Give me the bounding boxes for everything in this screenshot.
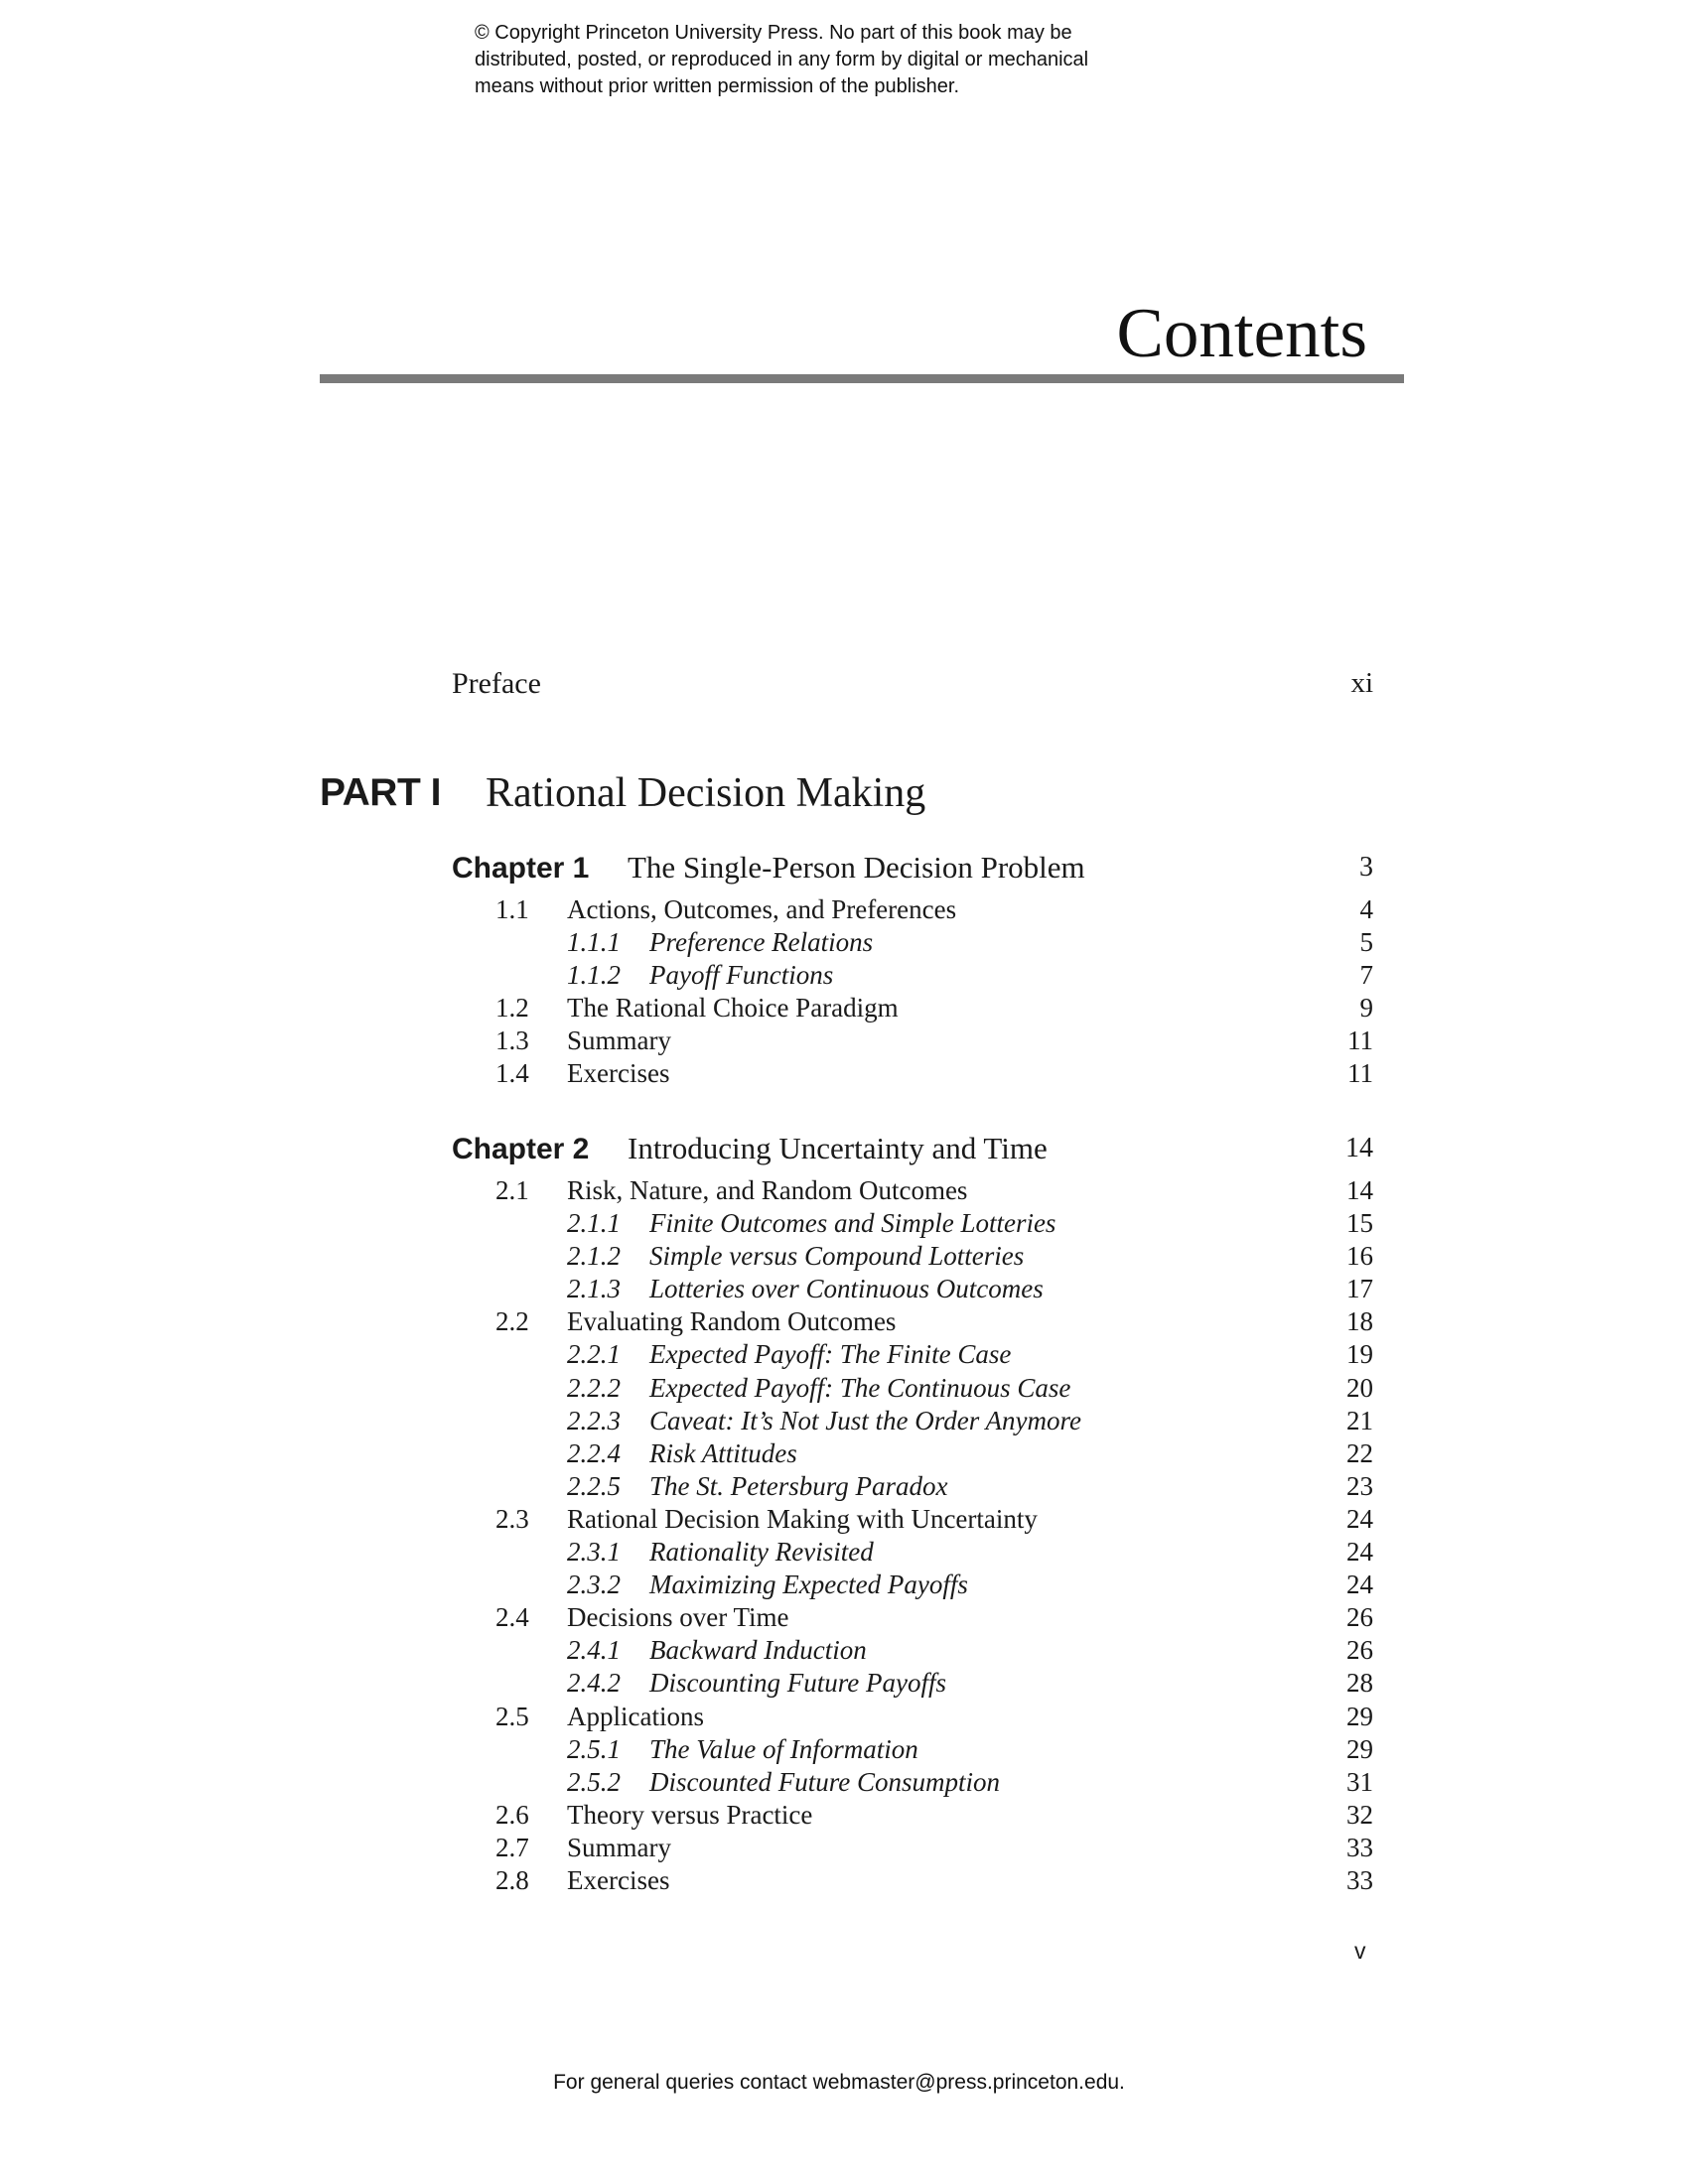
toc-entry[interactable] — [452, 1174, 1373, 1207]
entry-title: Preference Relations — [649, 927, 874, 958]
entry-title: Discounted Future Consumption — [649, 1766, 1000, 1797]
page-number: v — [1354, 1938, 1366, 1964]
entry-page: 11 — [1347, 1058, 1373, 1089]
toc-entry[interactable] — [452, 1057, 1373, 1090]
entry-page: 23 — [1346, 1470, 1373, 1501]
entry-page: 24 — [1346, 1537, 1373, 1568]
toc-entry[interactable] — [452, 1799, 1373, 1832]
title-rule — [320, 374, 1404, 383]
entry-number: 2.1.1 — [567, 1208, 621, 1239]
part-title: Rational Decision Making — [486, 770, 926, 816]
entry-title: Evaluating Random Outcomes — [567, 1306, 897, 1337]
entry-number: 2.6 — [495, 1799, 529, 1830]
entry-title: Backward Induction — [649, 1635, 867, 1666]
toc-subentry[interactable] — [452, 926, 1373, 959]
entry-number: 2.3 — [495, 1503, 529, 1534]
entry-number: 1.2 — [495, 993, 529, 1024]
entry-title: Payoff Functions — [649, 960, 834, 991]
entry-title: Decisions over Time — [567, 1602, 789, 1633]
entry-title: Actions, Outcomes, and Preferences — [567, 894, 957, 924]
entry-title: The St. Petersburg Paradox — [649, 1470, 948, 1501]
entry-page: 21 — [1346, 1405, 1373, 1435]
copyright-notice — [475, 20, 1229, 100]
entry-number: 2.2 — [495, 1306, 529, 1337]
entry-title: Maximizing Expected Payoffs — [649, 1570, 968, 1600]
entry-page: 31 — [1346, 1766, 1373, 1797]
entry-number: 2.5 — [495, 1701, 529, 1731]
entry-number: 2.5.1 — [567, 1733, 621, 1764]
toc-entry[interactable] — [452, 1864, 1373, 1897]
entry-page: 26 — [1346, 1635, 1373, 1666]
copyright-line: means without prior written permission of the publisher. — [475, 75, 960, 97]
toc-subentry[interactable] — [452, 1536, 1373, 1569]
entry-number: 2.2.4 — [567, 1437, 621, 1468]
entry-page: 16 — [1346, 1241, 1373, 1272]
entry-page: 15 — [1346, 1208, 1373, 1239]
toc-subentry[interactable] — [452, 959, 1373, 992]
entry-title: Applications — [567, 1701, 704, 1731]
entry-number: 2.1.3 — [567, 1274, 621, 1304]
entry-page: 14 — [1346, 1175, 1373, 1205]
footer-contact: For general queries contact webmaster@press.princeton.edu. — [553, 2071, 1125, 2094]
entry-title: Expected Payoff: The Continuous Case — [649, 1372, 1071, 1403]
entry-page: 28 — [1346, 1668, 1373, 1699]
chapter-heading[interactable] — [452, 850, 1373, 893]
toc-subentry[interactable] — [452, 1569, 1373, 1601]
page-title: Contents — [1116, 295, 1367, 372]
entry-number: 2.2.5 — [567, 1470, 621, 1501]
entry-page: 5 — [1359, 927, 1373, 958]
chapter-page: 14 — [1345, 1133, 1373, 1163]
preface-page: xi — [1350, 667, 1373, 699]
entry-page: 33 — [1346, 1864, 1373, 1895]
toc-entry[interactable] — [452, 1024, 1373, 1057]
entry-title: Lotteries over Continuous Outcomes — [649, 1274, 1044, 1304]
entry-page: 11 — [1347, 1025, 1373, 1056]
entry-number: 2.7 — [495, 1832, 529, 1862]
toc-subentry[interactable] — [452, 1766, 1373, 1799]
entry-title: Caveat: It’s Not Just the Order Anymore — [649, 1405, 1081, 1435]
entry-number: 2.1 — [495, 1175, 529, 1205]
entry-number: 2.4.2 — [567, 1668, 621, 1699]
entry-number: 2.4.1 — [567, 1635, 621, 1666]
entry-number: 2.2.1 — [567, 1339, 621, 1370]
toc-subentry[interactable] — [452, 1437, 1373, 1470]
entry-number: 2.2.3 — [567, 1405, 621, 1435]
entry-title: Risk, Nature, and Random Outcomes — [567, 1175, 968, 1205]
entry-title: Summary — [567, 1832, 671, 1862]
entry-page: 26 — [1346, 1602, 1373, 1633]
entry-page: 24 — [1346, 1570, 1373, 1600]
toc-subentry[interactable] — [452, 1733, 1373, 1766]
entry-page: 7 — [1359, 960, 1373, 991]
chapter-heading[interactable] — [452, 1131, 1373, 1174]
entry-page: 18 — [1346, 1306, 1373, 1337]
toc-subentry[interactable] — [452, 1667, 1373, 1700]
entry-number: 1.1.1 — [567, 927, 621, 958]
entry-title: Exercises — [567, 1058, 670, 1089]
toc-subentry[interactable] — [452, 1207, 1373, 1240]
entry-title: Simple versus Compound Lotteries — [649, 1241, 1025, 1272]
copyright-line: © Copyright Princeton University Press. No part of this book may be — [475, 22, 1072, 44]
entry-number: 2.1.2 — [567, 1241, 621, 1272]
entry-title: Expected Payoff: The Finite Case — [649, 1339, 1012, 1370]
entry-number: 2.3.2 — [567, 1570, 621, 1600]
entry-page: 29 — [1346, 1733, 1373, 1764]
entry-number: 2.2.2 — [567, 1372, 621, 1403]
toc-entry[interactable] — [452, 1503, 1373, 1536]
entry-page: 4 — [1359, 894, 1373, 924]
preface-label: Preface — [452, 667, 541, 700]
toc-subentry[interactable] — [452, 1338, 1373, 1371]
entry-title: The Rational Choice Paradigm — [567, 993, 899, 1024]
chapter-1-section — [452, 850, 1373, 1091]
entry-number: 2.5.2 — [567, 1766, 621, 1797]
toc-entry[interactable] — [452, 1832, 1373, 1864]
entry-title: Exercises — [567, 1864, 670, 1895]
toc-subentry[interactable] — [452, 1470, 1373, 1503]
toc-subentry[interactable] — [452, 1372, 1373, 1405]
entry-page: 17 — [1346, 1274, 1373, 1304]
entry-page: 19 — [1346, 1339, 1373, 1370]
entry-page: 9 — [1359, 993, 1373, 1024]
chapter-2-section — [452, 1131, 1373, 1897]
entry-title: Discounting Future Payoffs — [649, 1668, 946, 1699]
entry-title: Finite Outcomes and Simple Lotteries — [649, 1208, 1056, 1239]
toc-subentry[interactable] — [452, 1405, 1373, 1437]
part-label: PART I — [320, 771, 441, 814]
entry-page: 29 — [1346, 1701, 1373, 1731]
chapter-label: Chapter 2 — [452, 1133, 590, 1165]
entry-title: Rationality Revisited — [649, 1537, 874, 1568]
toc-entry[interactable] — [452, 1305, 1373, 1338]
copyright-line: distributed, posted, or reproduced in any form by digital or mechanical — [475, 49, 1089, 70]
chapter-title: Introducing Uncertainty and Time — [628, 1131, 1048, 1165]
toc-subentry[interactable] — [452, 1240, 1373, 1273]
chapter-label: Chapter 1 — [452, 852, 590, 885]
toc-entry[interactable] — [452, 992, 1373, 1024]
entry-title: The Value of Information — [649, 1733, 918, 1764]
entry-title: Rational Decision Making with Uncertainty — [567, 1503, 1038, 1534]
entry-page: 33 — [1346, 1832, 1373, 1862]
entry-number: 1.1.2 — [567, 960, 621, 991]
toc-entry[interactable] — [452, 1601, 1373, 1634]
toc-subentry[interactable] — [452, 1273, 1373, 1305]
chapter-title: The Single-Person Decision Problem — [628, 850, 1085, 885]
entry-page: 20 — [1346, 1372, 1373, 1403]
entry-title: Theory versus Practice — [567, 1799, 813, 1830]
toc-subentry[interactable] — [452, 1634, 1373, 1667]
entry-number: 2.4 — [495, 1602, 529, 1633]
toc-entry[interactable] — [452, 893, 1373, 926]
chapter-page: 3 — [1359, 852, 1373, 883]
entry-number: 1.3 — [495, 1025, 529, 1056]
entry-page: 22 — [1346, 1437, 1373, 1468]
entry-number: 2.8 — [495, 1864, 529, 1895]
entry-title: Summary — [567, 1025, 671, 1056]
toc-preface[interactable] — [452, 667, 1373, 707]
entry-number: 1.1 — [495, 894, 529, 924]
entry-number: 2.3.1 — [567, 1537, 621, 1568]
entry-page: 24 — [1346, 1503, 1373, 1534]
entry-page: 32 — [1346, 1799, 1373, 1830]
toc-entry[interactable] — [452, 1701, 1373, 1733]
entry-title: Risk Attitudes — [649, 1437, 797, 1468]
entry-number: 1.4 — [495, 1058, 529, 1089]
